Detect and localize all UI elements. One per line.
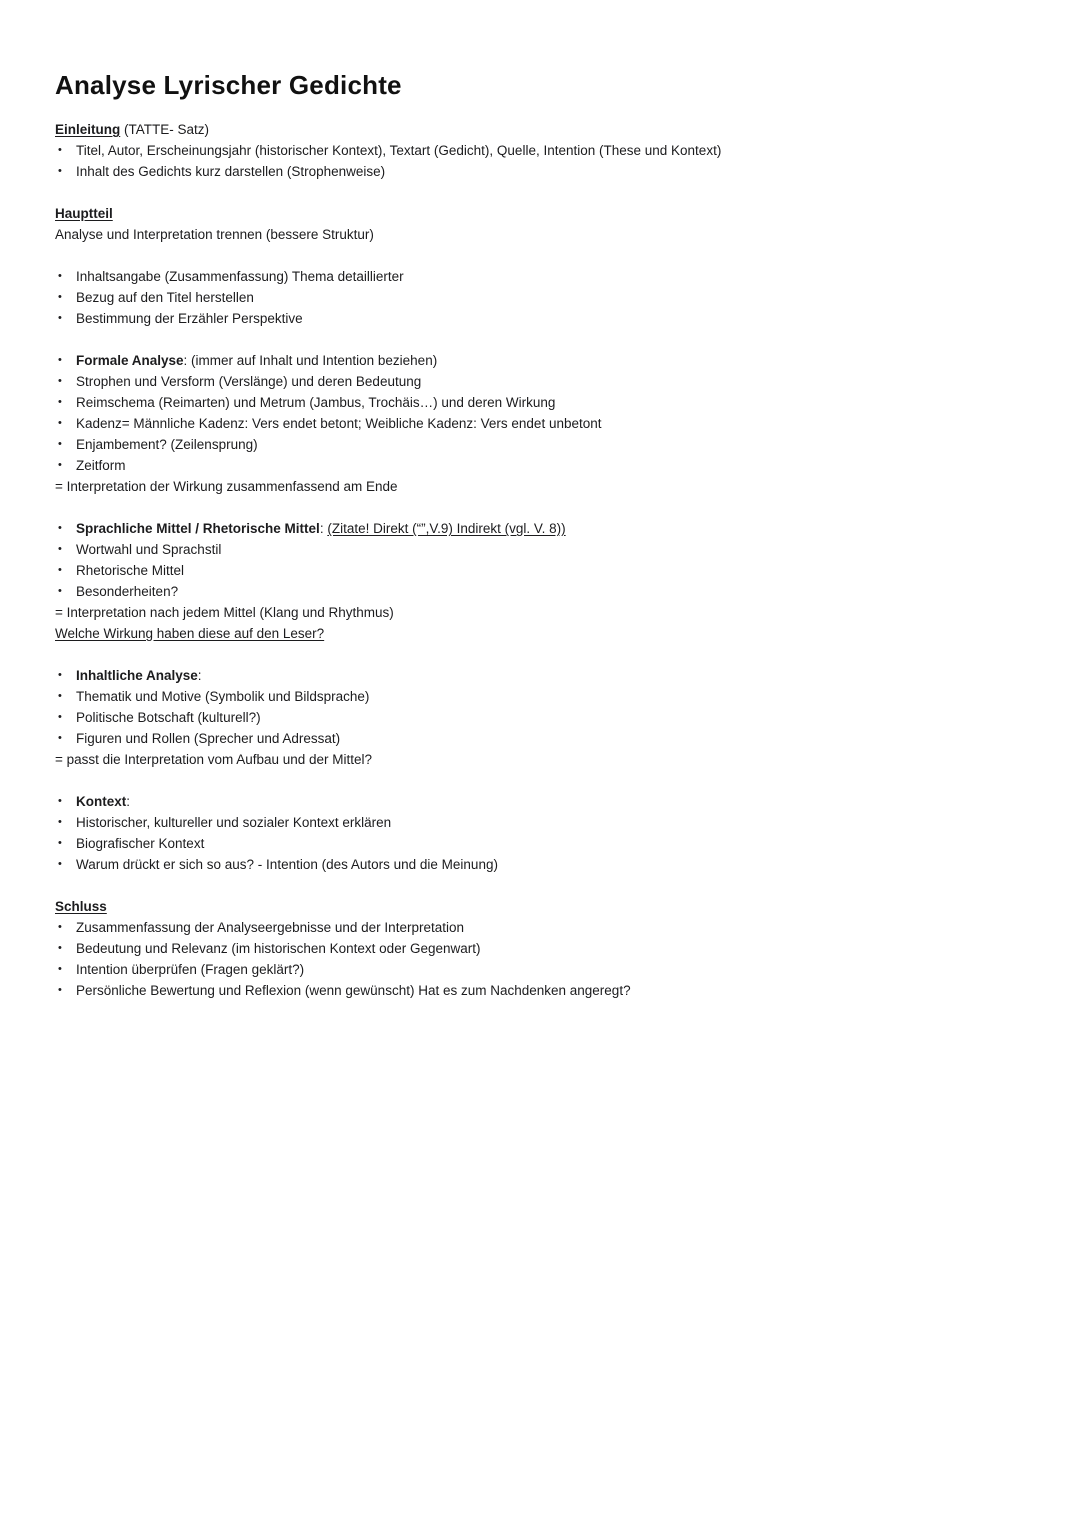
bullet-icon: •	[58, 312, 62, 324]
list-item-text	[76, 518, 1025, 539]
text-segment: (TATTE- Satz)	[120, 122, 209, 137]
list-item	[55, 434, 1025, 455]
list-item	[55, 581, 1025, 602]
line-text	[55, 626, 324, 641]
list-item-text	[76, 371, 1025, 392]
text-segment: Inhalt des Gedichts kurz darstellen (Strophenweise)	[76, 164, 386, 179]
list-item	[55, 161, 1025, 182]
bullet-icon: •	[58, 543, 62, 555]
text-segment: = Interpretation der Wirkung zusammenfassend am Ende	[55, 479, 398, 494]
bullet-icon: •	[58, 165, 62, 177]
list-item	[55, 959, 1025, 980]
list-item	[55, 686, 1025, 707]
bullet-icon: •	[58, 522, 62, 534]
list-item-text	[76, 266, 1025, 287]
list-item	[55, 140, 1025, 161]
list-item-text	[76, 959, 1025, 980]
text-segment: Analyse Lyrischer Gedichte	[55, 70, 402, 100]
list-item-text	[76, 854, 1025, 875]
line-text	[55, 479, 398, 494]
spacer	[55, 644, 1025, 665]
text-segment: Besonderheiten?	[76, 584, 179, 599]
spacer	[55, 182, 1025, 203]
spacer	[55, 329, 1025, 350]
bullet-icon: •	[58, 669, 62, 681]
text-segment: = passt die Interpretation vom Aufbau und der Mittel?	[55, 752, 373, 767]
list-item	[55, 413, 1025, 434]
text-segment: Zeitform	[76, 458, 126, 473]
bullet-icon: •	[58, 291, 62, 303]
bullet-icon: •	[58, 984, 62, 996]
text-segment: Sprachliche Mittel / Rhetorische Mittel	[76, 521, 320, 536]
paragraph-line	[55, 602, 1025, 623]
text-segment: Persönliche Bewertung und Reflexion (wenn gewünscht) Hat es zum Nachdenken angeregt?	[76, 983, 631, 998]
text-segment: Hauptteil	[55, 206, 113, 221]
paragraph-line	[55, 623, 1025, 644]
paragraph-line	[55, 224, 1025, 245]
list-item	[55, 308, 1025, 329]
spacer	[55, 497, 1025, 518]
paragraph-line	[55, 476, 1025, 497]
text-segment: Titel, Autor, Erscheinungsjahr (historischer Kontext), Textart (Gedicht), Quelle, Intention (These und Kontext)	[76, 143, 722, 158]
bullet-icon: •	[58, 732, 62, 744]
list-item	[55, 266, 1025, 287]
text-segment: Analyse und Interpretation trennen (bessere Struktur)	[55, 227, 374, 242]
text-segment: Enjambement? (Zeilensprung)	[76, 437, 258, 452]
text-segment: Historischer, kultureller und sozialer Kontext erklären	[76, 815, 392, 830]
list-item	[55, 791, 1025, 812]
text-segment: Politische Botschaft (kulturell?)	[76, 710, 261, 725]
list-item	[55, 917, 1025, 938]
list-item	[55, 854, 1025, 875]
line-text	[55, 227, 374, 242]
list-item-text	[76, 560, 1025, 581]
bullet-icon: •	[58, 375, 62, 387]
bullet-icon: •	[58, 396, 62, 408]
bullet-icon: •	[58, 690, 62, 702]
spacer	[55, 245, 1025, 266]
line-text	[55, 752, 372, 767]
bullet-icon: •	[58, 417, 62, 429]
text-segment: Welche Wirkung haben diese auf den Leser?	[55, 626, 325, 641]
bullet-icon: •	[58, 459, 62, 471]
list-item	[55, 518, 1025, 539]
text-segment: Rhetorische Mittel	[76, 563, 185, 578]
list-item-text	[76, 812, 1025, 833]
text-segment: :	[126, 794, 131, 809]
list-item	[55, 392, 1025, 413]
bullet-icon: •	[58, 585, 62, 597]
list-item-text	[76, 980, 1025, 1001]
list-item	[55, 665, 1025, 686]
section-heading	[55, 119, 1025, 140]
text-segment: : (immer auf Inhalt und Intention beziehen)	[183, 353, 438, 368]
text-segment: :	[197, 668, 202, 683]
list-item-text	[76, 140, 1025, 161]
list-item	[55, 371, 1025, 392]
bullet-icon: •	[58, 795, 62, 807]
bullet-icon: •	[58, 438, 62, 450]
list-item-text	[76, 917, 1025, 938]
text-segment: (Zitate! Direkt (“”,V.9) Indirekt (vgl. V. 8))	[327, 521, 566, 536]
bullet-icon: •	[58, 144, 62, 156]
bullet-icon: •	[58, 942, 62, 954]
list-item-text	[76, 161, 1025, 182]
list-item-text	[76, 350, 1025, 371]
text-segment: Inhaltliche Analyse	[76, 668, 198, 683]
list-item-text	[76, 938, 1025, 959]
list-item-text	[76, 434, 1025, 455]
text-segment: Formale Analyse	[76, 353, 184, 368]
bullet-icon: •	[58, 963, 62, 975]
list-item-text	[76, 728, 1025, 749]
list-item	[55, 455, 1025, 476]
page-title	[55, 70, 1025, 101]
list-item	[55, 560, 1025, 581]
text-segment: Strophen und Versform (Verslänge) und deren Bedeutung	[76, 374, 422, 389]
text-segment: Bezug auf den Titel herstellen	[76, 290, 254, 305]
list-item	[55, 287, 1025, 308]
text-segment: Biografischer Kontext	[76, 836, 205, 851]
list-item-text	[76, 707, 1025, 728]
section-heading	[55, 896, 1025, 917]
spacer	[55, 770, 1025, 791]
spacer	[55, 875, 1025, 896]
text-segment: Schluss	[55, 899, 107, 914]
bullet-icon: •	[58, 564, 62, 576]
text-segment: Einleitung	[55, 122, 121, 137]
list-item	[55, 938, 1025, 959]
bullet-icon: •	[58, 270, 62, 282]
list-item-text	[76, 308, 1025, 329]
bullet-icon: •	[58, 858, 62, 870]
text-segment: Warum drückt er sich so aus? - Intention (des Autors und die Meinung)	[76, 857, 498, 872]
paragraph-line	[55, 749, 1025, 770]
text-segment: Bestimmung der Erzähler Perspektive	[76, 311, 303, 326]
section-heading	[55, 203, 1025, 224]
list-item-text	[76, 686, 1025, 707]
text-segment: Inhaltsangabe (Zusammenfassung) Thema detaillierter	[76, 269, 404, 284]
list-item-text	[76, 791, 1025, 812]
text-segment: = Interpretation nach jedem Mittel (Klang und Rhythmus)	[55, 605, 394, 620]
text-segment: Zusammenfassung der Analyseergebnisse und der Interpretation	[76, 920, 464, 935]
list-item	[55, 350, 1025, 371]
list-item	[55, 980, 1025, 1001]
line-text	[55, 899, 107, 914]
bullet-icon: •	[58, 816, 62, 828]
list-item-text	[76, 392, 1025, 413]
text-segment: Kadenz= Männliche Kadenz: Vers endet betont; Weibliche Kadenz: Vers endet unbetont	[76, 416, 602, 431]
text-segment: Figuren und Rollen (Sprecher und Adressat)	[76, 731, 341, 746]
bullet-icon: •	[58, 837, 62, 849]
text-segment: Kontext	[76, 794, 127, 809]
list-item	[55, 707, 1025, 728]
text-segment: :	[319, 521, 328, 536]
bullet-icon: •	[58, 354, 62, 366]
list-item-text	[76, 581, 1025, 602]
list-item-text	[76, 833, 1025, 854]
bullet-icon: •	[58, 921, 62, 933]
text-segment: Intention überprüfen (Fragen geklärt?)	[76, 962, 305, 977]
line-text	[55, 206, 113, 221]
list-item-text	[76, 287, 1025, 308]
list-item	[55, 812, 1025, 833]
list-item	[55, 833, 1025, 854]
list-item-text	[76, 413, 1025, 434]
list-item-text	[76, 539, 1025, 560]
text-segment: Wortwahl und Sprachstil	[76, 542, 222, 557]
line-text	[55, 605, 394, 620]
line-text	[55, 122, 209, 137]
list-item	[55, 539, 1025, 560]
bullet-icon: •	[58, 711, 62, 723]
list-item-text	[76, 455, 1025, 476]
text-segment: Bedeutung und Relevanz (im historischen Kontext oder Gegenwart)	[76, 941, 481, 956]
text-segment: Thematik und Motive (Symbolik und Bildsprache)	[76, 689, 370, 704]
list-item-text	[76, 665, 1025, 686]
text-segment: Reimschema (Reimarten) und Metrum (Jambus, Trochäis…) und deren Wirkung	[76, 395, 556, 410]
list-item	[55, 728, 1025, 749]
